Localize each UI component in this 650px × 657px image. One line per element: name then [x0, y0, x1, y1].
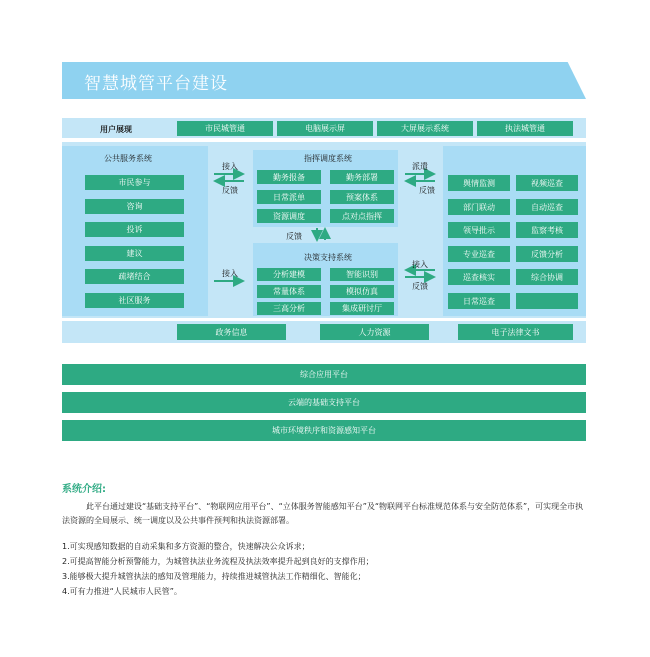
arrow-label-left-top-back: 反馈 [222, 186, 238, 195]
command-item-daily-dispatch[interactable]: 日常派单 [257, 190, 321, 204]
right-item-4[interactable]: 领导批示 [448, 222, 510, 238]
right-item-10[interactable]: 日常巡查 [448, 293, 510, 309]
decision-title: 决策支持系统 [304, 253, 352, 262]
command-item-plan-system[interactable]: 预案体系 [330, 190, 394, 204]
user-item-citizen-app[interactable]: 市民城管通 [177, 121, 273, 136]
user-layer-label: 用户展现 [100, 125, 132, 134]
support-item-hr[interactable]: 人力资源 [320, 324, 429, 340]
platform-integrated-app[interactable]: 综合应用平台 [62, 364, 586, 385]
intro-point-1: 1.可实现感知数据的自动采集和多方资源的整合，快速解决公众诉求； [62, 542, 310, 551]
public-item-consult[interactable]: 咨询 [85, 199, 184, 214]
intro-paragraph: 此平台通过建设“基础支持平台”、“物联网应用平台”、“立体服务智能感知平台”及“物联网平台标准规范体系与安全防范体系”，可实现全市执法资源的全局展示、统一调度以及公共事件预判和执法资源部署。 [62, 502, 584, 525]
user-item-enforcement-app[interactable]: 执法城管通 [477, 121, 573, 136]
public-item-complaint[interactable]: 投诉 [85, 222, 184, 237]
arrow-label-left-bottom-in: 接入 [222, 269, 238, 278]
decision-item-recognition[interactable]: 智能识别 [330, 268, 394, 281]
public-service-title: 公共服务系统 [104, 154, 152, 163]
intro-point-4: 4.可有力推进“人民城市人民管”。 [62, 587, 182, 596]
public-item-unblock[interactable]: 疏堵结合 [85, 269, 184, 284]
right-item-8[interactable]: 巡查核实 [448, 269, 510, 285]
command-item-resource-dispatch[interactable]: 资源调度 [257, 209, 321, 223]
public-item-participation[interactable]: 市民参与 [85, 175, 184, 190]
intro-point-3: 3.能够极大提升城管执法的感知及管理能力，持续推进城管执法工作精细化、智能化； [62, 572, 366, 581]
arrow-label-right-top-out: 派遣 [412, 162, 428, 171]
right-item-0[interactable]: 舆情监测 [448, 175, 510, 191]
right-item-1[interactable]: 视频巡查 [516, 175, 578, 191]
decision-item-constants[interactable]: 常量体系 [257, 285, 321, 298]
right-item-2[interactable]: 部门联动 [448, 199, 510, 215]
intro-point-2: 2.可提高智能分析预警能力，为城管执法业务流程及执法效率提升起到良好的支撑作用； [62, 557, 374, 566]
right-item-3[interactable]: 自动巡查 [516, 199, 578, 215]
decision-item-seminar[interactable]: 集成研讨厅 [330, 302, 394, 315]
command-title: 指挥调度系统 [304, 154, 352, 163]
command-item-p2p-command[interactable]: 点对点指挥 [330, 209, 394, 223]
right-item-7[interactable]: 反馈分析 [516, 246, 578, 262]
right-item-9[interactable]: 综合协调 [516, 269, 578, 285]
support-item-legal-docs[interactable]: 电子法律文书 [458, 324, 573, 340]
public-item-suggestion[interactable]: 建议 [85, 246, 184, 261]
user-item-pc-screen[interactable]: 电脑展示屏 [277, 121, 373, 136]
user-item-big-screen[interactable]: 大屏展示系统 [377, 121, 473, 136]
intro-title: 系统介绍: [62, 484, 106, 495]
decision-item-simulation[interactable]: 模拟仿真 [330, 285, 394, 298]
arrow-label-right-bottom-back: 反馈 [412, 282, 428, 291]
arrow-label-right-top-back: 反馈 [419, 186, 435, 195]
arrow-label-mid-back: 反馈 [286, 232, 302, 241]
arrow-label-right-bottom-in: 接入 [412, 260, 428, 269]
platform-cloud-support[interactable]: 云端的基础支持平台 [62, 392, 586, 413]
platform-city-sensing[interactable]: 城市环境秩序和资源感知平台 [62, 420, 586, 441]
public-item-community[interactable]: 社区服务 [85, 293, 184, 308]
arrow-label-left-top-in: 接入 [222, 162, 238, 171]
decision-item-three-high[interactable]: 三高分析 [257, 302, 321, 315]
right-item-6[interactable]: 专业巡查 [448, 246, 510, 262]
command-item-duty-deploy[interactable]: 勤务部署 [330, 170, 394, 184]
support-item-gov-info[interactable]: 政务信息 [177, 324, 286, 340]
page-title: 智慧城管平台建设 [84, 74, 228, 94]
command-item-duty-report[interactable]: 勤务报备 [257, 170, 321, 184]
decision-item-modeling[interactable]: 分析建模 [257, 268, 321, 281]
right-item-5[interactable]: 监察考核 [516, 222, 578, 238]
